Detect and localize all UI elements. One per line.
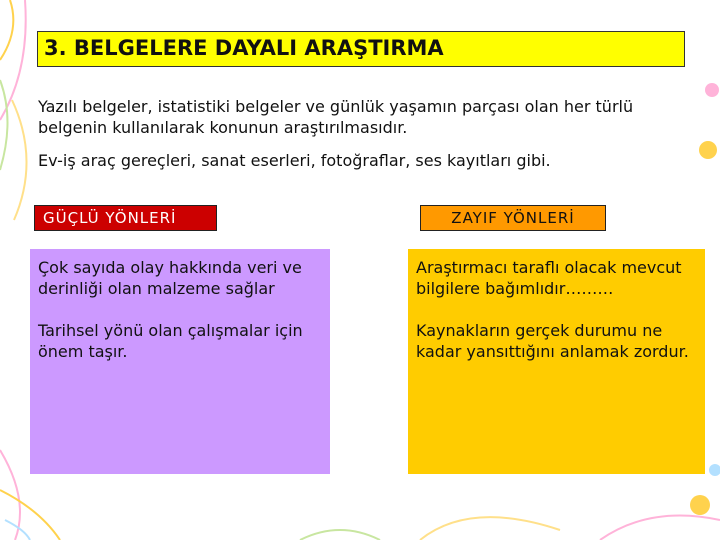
definition-text: Yazılı belgeler, istatistiki belgeler ve günlük yaşamın parçası olan her türlü belgenin kullanılarak konunun araştırılmasıdır. — [38, 97, 634, 137]
strengths-panel — [30, 249, 330, 474]
weaknesses-panel — [408, 249, 705, 474]
weakness-item: Kaynakların gerçek durumu ne kadar yansıttığını anlamak zordur. — [416, 321, 689, 361]
examples-text: Ev-iş araç gereçleri, sanat eserleri, fotoğraflar, ses kayıtları gibi. — [38, 151, 551, 170]
slide-title: 3. BELGELERE DAYALI ARAŞTIRMA — [37, 31, 685, 67]
weaknesses-label: ZAYIF YÖNLERİ — [420, 205, 606, 231]
strength-item: Çok sayıda olay hakkında veri ve derinliği olan malzeme sağlar — [38, 258, 302, 298]
weakness-item: Araştırmacı taraflı olacak mevcut bilgilere bağımlıdır……… — [416, 258, 682, 298]
swirl-decoration-bottom — [300, 516, 720, 540]
strengths-label: GÜÇLÜ YÖNLERİ — [34, 205, 217, 231]
strength-item: Tarihsel yönü olan çalışmalar için önem taşır. — [38, 321, 303, 361]
swirl-decoration-top-left — [0, 0, 27, 220]
